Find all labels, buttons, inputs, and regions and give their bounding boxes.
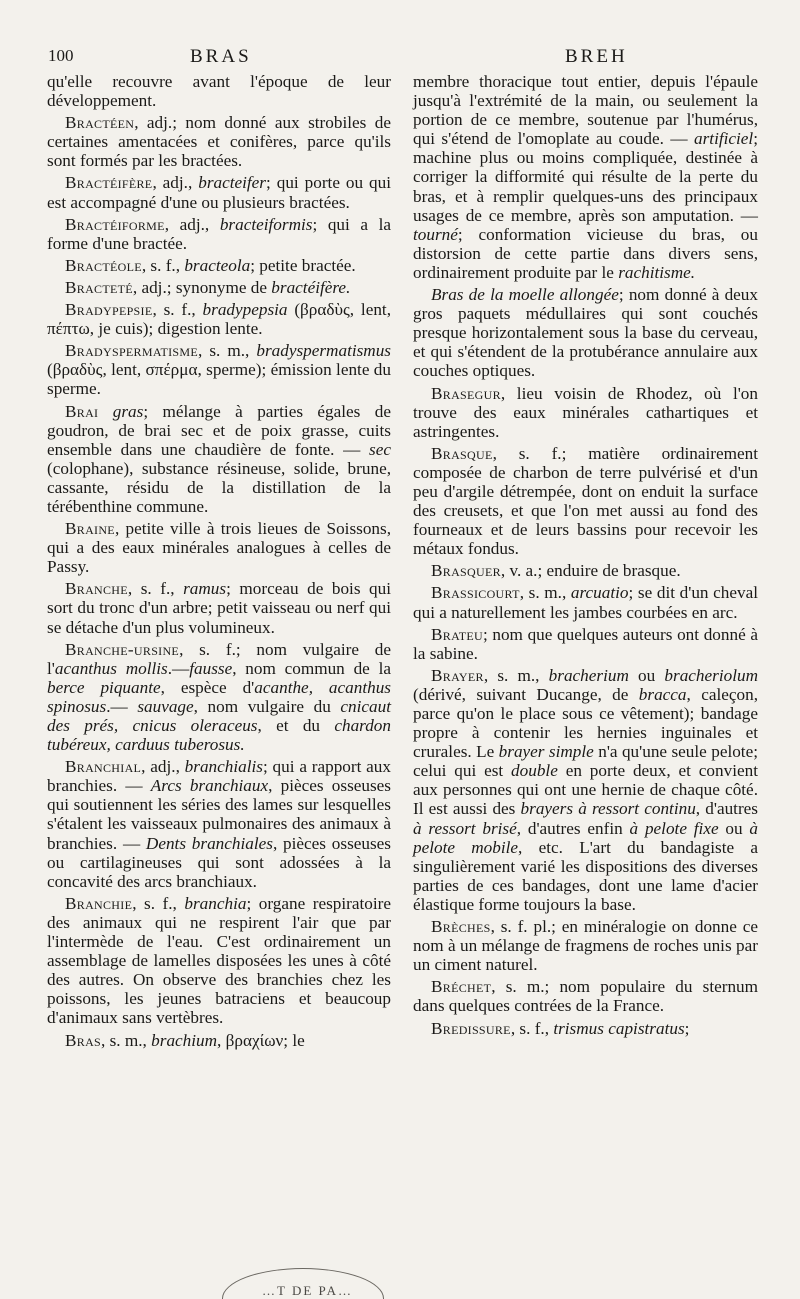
entry-headword: Branche bbox=[65, 579, 128, 599]
entry-headword: Bractéole bbox=[65, 255, 142, 275]
italic-term: à pelote mobile bbox=[413, 818, 759, 857]
entry-headword: Bradyspermatisme bbox=[65, 341, 198, 361]
italic-term: artificiel bbox=[694, 129, 754, 149]
italic-term: sauvage bbox=[137, 696, 194, 716]
entry-text: , s. m., bbox=[519, 583, 571, 603]
entry-text: , s. m., bbox=[197, 341, 257, 361]
dictionary-entry bbox=[47, 519, 391, 576]
dictionary-entry bbox=[413, 72, 758, 282]
left-column bbox=[47, 72, 391, 1053]
italic-term: bractéifère. bbox=[271, 277, 351, 297]
entry-text: .— bbox=[106, 696, 138, 716]
entry-headword: Branchial bbox=[65, 757, 142, 777]
dictionary-entry bbox=[47, 72, 391, 110]
entry-text: , s. f., bbox=[510, 1018, 554, 1038]
dictionary-entry bbox=[47, 894, 391, 1028]
entry-text: , s. f.; nom vulgaire de l' bbox=[47, 639, 391, 678]
entry-text: (colophane), substance résineuse, solide, brune, cassante, résidu de la distillation de la térébenthine commune. bbox=[47, 458, 391, 516]
italic-term: cnicaut des prés, cnicus oleraceus bbox=[47, 696, 392, 735]
italic-term: Bras de la moelle allongée bbox=[431, 285, 619, 305]
italic-term: bradypepsia bbox=[202, 300, 288, 320]
entry-text: , βραχίων; le bbox=[217, 1030, 305, 1050]
dictionary-entry bbox=[47, 300, 391, 338]
dictionary-entry bbox=[47, 278, 391, 297]
entry-text: , s. f., bbox=[152, 300, 203, 320]
entry-headword: Bredissure bbox=[431, 1018, 511, 1038]
italic-term: double bbox=[511, 761, 558, 781]
entry-text: , s. f., bbox=[127, 579, 184, 599]
italic-term: acanthe, acanthus spinosus bbox=[47, 677, 391, 716]
italic-term: gras bbox=[112, 401, 144, 421]
italic-term: trismus capistratus bbox=[553, 1018, 685, 1038]
entry-text: , s. f. pl.; en minéralogie on donne ce nom à un mélange de fragmens de roches unis par un ciment naturel. bbox=[413, 917, 758, 975]
italic-term: bracheriolum bbox=[664, 665, 758, 685]
entry-text: ; nom donné à deux gros paquets médullaires qui sont couchés presque horizontalement sous la base du cerveau, et qui s'étendent de la protubérance annulaire aux couches optiques. bbox=[413, 285, 758, 381]
entry-headword: Brai bbox=[65, 401, 99, 421]
entry-text: , adj., bbox=[152, 173, 199, 193]
entry-text: (dérivé, suivant Ducange, de bbox=[413, 684, 639, 704]
italic-term: branchia bbox=[184, 893, 247, 913]
entry-text: , pièces osseuses ou cartilagineuses qui sont adossées à la concavité des arcs branchiaux. bbox=[47, 833, 391, 891]
dictionary-entry bbox=[47, 173, 391, 211]
italic-term: bracherium bbox=[548, 665, 629, 685]
italic-term: brachium bbox=[151, 1030, 218, 1050]
entry-text: , s. m.; nom populaire du sternum dans quelques contrées de la France. bbox=[413, 977, 758, 1016]
running-header bbox=[0, 46, 800, 70]
dictionary-entry bbox=[413, 666, 758, 914]
entry-text: , nom commun de la bbox=[232, 658, 391, 678]
entry-headword: Brasegur bbox=[431, 383, 501, 403]
dictionary-entry bbox=[413, 285, 758, 380]
entry-text: , adj.; nom donné aux strobiles de certaines amentacées et conifères, parce qu'ils sont formés par les bractées. bbox=[47, 113, 391, 171]
entry-text: ou bbox=[718, 818, 750, 838]
entry-text: , caleçon, parce qu'on le place sous ce vêtement); bandage propre à contenir les hernies inguinales et crurales. Le bbox=[413, 684, 758, 762]
dictionary-entry bbox=[47, 640, 391, 755]
entry-text: , pièces osseuses qui soutiennent les séries des lames sur lesquelles s'étalent les vaisseaux pulmonaires des animaux à branchies. — bbox=[47, 776, 391, 853]
italic-term: bracteiformis bbox=[219, 214, 313, 234]
entry-text: , nom vulgaire du bbox=[193, 696, 341, 716]
italic-term: rachitisme. bbox=[618, 262, 696, 282]
italic-term: berce piquante bbox=[47, 677, 161, 697]
italic-term: sec bbox=[369, 439, 391, 459]
entry-text: , adj.; synonyme de bbox=[132, 277, 272, 297]
entry-text: ; mélange à parties égales de goudron, de brai sec et de poix grasse, cuits ensemble dans une chaudière de fonte. — bbox=[47, 401, 392, 459]
entry-headword: Bréchet bbox=[431, 977, 492, 997]
entry-text: , s. m., bbox=[483, 665, 549, 685]
entry-text: , etc. L'art du bandagiste a singulièrement varié les dispositions des diverses parties de ces bandages, dont une lame d'acier élastique forme toujours la base. bbox=[413, 837, 759, 914]
entry-headword: Bracteté bbox=[65, 277, 133, 297]
entry-text: , d'autres bbox=[695, 799, 758, 819]
entry-text: ; morceau de bois qui sort du tronc d'un arbre; petit vaisseau ou nerf qui se détache d'un plus volumineux. bbox=[47, 579, 391, 637]
italic-term: bracca bbox=[638, 684, 687, 704]
entry-headword: Brasque bbox=[431, 443, 493, 463]
entry-text: , d'autres enfin bbox=[516, 818, 630, 838]
entry-headword: Bractéen bbox=[65, 113, 135, 133]
entry-text: , espèce d' bbox=[160, 677, 255, 697]
dictionary-entry bbox=[47, 256, 391, 275]
entry-text: ; petite bractée. bbox=[250, 255, 356, 275]
italic-term: chardon tubéreux, carduus tuberosus. bbox=[47, 716, 391, 755]
dictionary-entry bbox=[47, 113, 391, 170]
entry-text: n'a qu'une seule pelote; celui qui est bbox=[413, 742, 758, 781]
entry-headword: Braine bbox=[65, 519, 115, 539]
stamp-text: …T DE PA… bbox=[262, 1283, 353, 1298]
entry-text: ; conformation vicieuse du bras, ou distorsion de cette partie dans divers sens, ordinairement produite par le bbox=[413, 224, 758, 282]
italic-term: à pelote fixe bbox=[629, 818, 719, 838]
entry-headword: Bractéiforme bbox=[65, 214, 165, 234]
dictionary-entry bbox=[413, 384, 758, 441]
entry-text: , et du bbox=[257, 716, 335, 735]
entry-headword: Bradypepsie bbox=[65, 300, 153, 320]
entry-text: , adj., bbox=[164, 214, 220, 234]
entry-text: , petite ville à trois lieues de Soissons, qui a des eaux minérales analogues à celles de Passy. bbox=[47, 519, 391, 577]
italic-term: Dents branchiales bbox=[145, 833, 273, 853]
entry-headword: Brateu bbox=[431, 624, 483, 644]
dictionary-entry bbox=[47, 402, 391, 517]
dictionary-entry bbox=[413, 561, 758, 580]
dictionary-entry bbox=[47, 215, 391, 253]
entry-text: ou bbox=[628, 665, 665, 685]
italic-term: acanthus mollis bbox=[54, 658, 168, 678]
entry-text: .— bbox=[167, 658, 190, 678]
entry-headword: Brèches bbox=[431, 917, 491, 937]
entry-headword: Brassicourt bbox=[431, 583, 520, 603]
right-column bbox=[413, 72, 758, 1041]
italic-term: tourné bbox=[413, 224, 458, 244]
dictionary-entry bbox=[413, 1019, 758, 1038]
dictionary-entry bbox=[47, 579, 391, 636]
italic-term: brayers à ressort continu bbox=[520, 799, 696, 819]
entry-text: en porte deux, et convient aux personnes qui ont une hernie de chaque côté. Il est aussi des bbox=[413, 761, 758, 819]
entry-headword: Brayer bbox=[431, 665, 484, 685]
entry-text: (βραδὺς, lent, πέπτω, je cuis); digestion lente. bbox=[47, 300, 391, 339]
entry-text: , lieu voisin de Rhodez, où l'on trouve des eaux minérales cathartiques et astringentes. bbox=[413, 383, 758, 441]
dictionary-entry bbox=[413, 977, 758, 1015]
italic-term: bracteifer bbox=[198, 173, 266, 193]
italic-term: fausse bbox=[189, 658, 233, 678]
entry-text: , s. m., bbox=[101, 1030, 152, 1050]
entry-text: ; nom que quelques auteurs ont donné à la sabine. bbox=[413, 624, 758, 663]
entry-headword: Bras bbox=[65, 1030, 102, 1050]
dictionary-entry bbox=[413, 917, 758, 974]
italic-term: à ressort brisé bbox=[413, 818, 517, 838]
italic-term: bracteola bbox=[184, 255, 251, 275]
dictionary-entry bbox=[413, 583, 758, 621]
dictionary-entry bbox=[47, 1031, 391, 1050]
dictionary-entry bbox=[413, 625, 758, 663]
entry-text: , s. f.; matière ordinairement composée de charbon de terre pulvérisé et d'un peu d'argile détrempée, dont on enduit la surface des creusets, et que l'on met aussi au fond des fourneaux et de leurs bassins pour recevoir les métaux fondus. bbox=[413, 443, 758, 559]
entry-text bbox=[98, 402, 112, 421]
entry-text: ; qui a rapport aux branchies. — bbox=[47, 757, 391, 796]
entry-headword: Branche-ursine bbox=[65, 639, 180, 659]
italic-term: ramus bbox=[183, 579, 227, 599]
entry-headword: Brasquer bbox=[431, 561, 501, 581]
entry-text: , s. f., bbox=[141, 255, 185, 275]
entry-text: ; machine plus ou moins compliquée, destinée à corriger la difformité qui résulte de la perte du bras, et à remplir quelques-uns des principaux usages de ce membre, après son amputation. — bbox=[413, 129, 758, 225]
entry-text: ; qui a la forme d'une bractée. bbox=[47, 214, 391, 253]
entry-text: ; qui porte ou qui est accompagné d'une ou plusieurs bractées. bbox=[47, 173, 391, 212]
italic-term: bradyspermatismus bbox=[256, 341, 391, 361]
left-running-head: BRAS bbox=[190, 46, 252, 67]
entry-headword: Branchie bbox=[65, 893, 133, 913]
entry-text: ; se dit d'un cheval qui a naturellement les jambes courbées en arc. bbox=[413, 583, 758, 622]
dictionary-entry bbox=[47, 341, 391, 398]
entry-text: qu'elle recouvre avant l'époque de leur développement. bbox=[47, 72, 391, 111]
italic-term: arcuatio bbox=[570, 583, 629, 603]
dictionary-entry bbox=[47, 757, 391, 891]
page-number: 100 bbox=[48, 46, 74, 65]
entry-text: (βραδὺς, lent, σπέρμα, sperme); émission lente du sperme. bbox=[47, 360, 391, 399]
italic-term: branchialis bbox=[184, 757, 263, 777]
italic-term: Arcs branchiaux bbox=[150, 776, 269, 796]
entry-text: ; bbox=[684, 1018, 690, 1038]
entry-text: , adj., bbox=[141, 757, 185, 777]
entry-headword: Bractéifère bbox=[65, 173, 153, 193]
entry-text: , s. f., bbox=[132, 893, 185, 913]
dictionary-entry bbox=[413, 444, 758, 559]
entry-text: ; organe respiratoire des animaux qui ne respirent l'air que par l'intermède de l'eau. C'est ordinairement un assemblage de lamelles disposées les unes à côté des autres. On observe des branchies chez les poissons, les jeunes batraciens et beaucoup d'animaux sans vertèbres. bbox=[47, 893, 391, 1028]
right-running-head: BREH bbox=[565, 46, 628, 67]
entry-text: membre thoracique tout entier, depuis l'épaule jusqu'à l'extrémité de la main, ou seulement la portion de ce membre, soutenue par l'humérus, qui s'étend de l'omoplate au coude. — bbox=[413, 72, 758, 149]
italic-term: brayer simple bbox=[498, 742, 594, 762]
entry-text: , v. a.; enduire de brasque. bbox=[500, 561, 681, 581]
